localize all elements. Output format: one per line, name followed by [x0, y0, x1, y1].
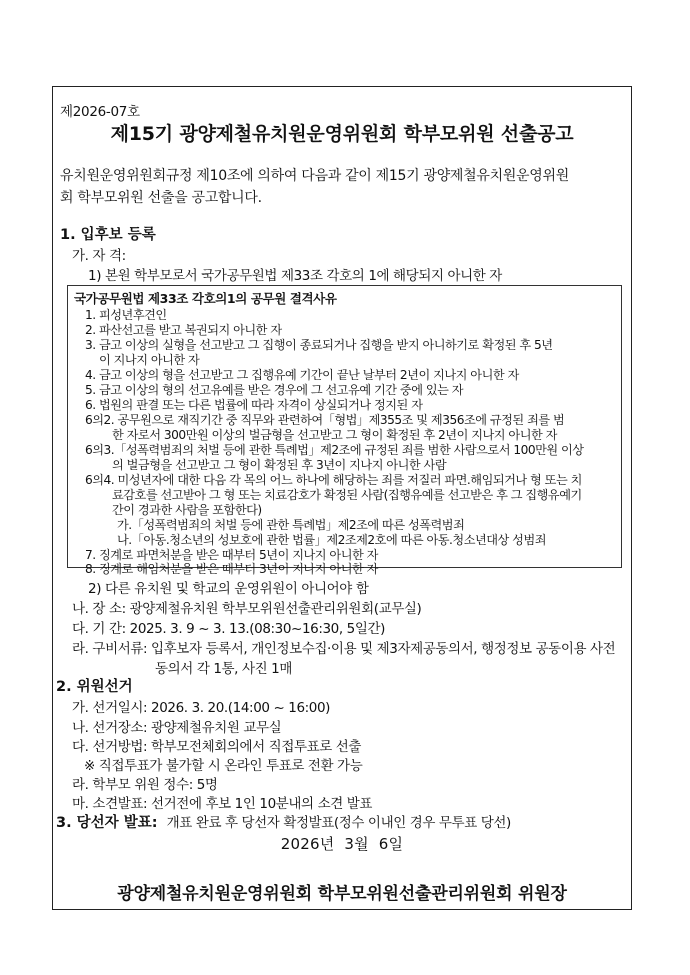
election-datetime: 가. 선거일시: 2026. 3. 20.(14:00 ~ 16:00) [72, 700, 331, 716]
disqualification-item-cont: 료감호를 선고받아 그 형 또는 치료감호가 확정된 사람(집행유예를 선고받은 후 그 집행유예기 [112, 488, 582, 502]
registration-period: 다. 기 간: 2025. 3. 9 ~ 3. 13.(08:30~16:30, 5일간) [72, 621, 385, 637]
member-quota: 라. 학부모 위원 정수: 5명 [72, 777, 218, 793]
election-method: 다. 선거방법: 학부모전체회의에서 직접투표로 선출 [72, 739, 362, 755]
disqualification-subitem: 가.「성폭력범죄의 처벌 등에 관한 특례법」제2조에 따른 성폭력범죄 [117, 518, 465, 532]
document-number: 제2026-07호 [60, 104, 140, 120]
disqualification-subitem: 나.「아동.청소년의 성보호에 관한 법률」제2조제2호에 따른 아동.청소년대상 성범죄 [117, 533, 546, 547]
disqualification-item: 6의4. 미성년자에 대한 다음 각 목의 어느 하나에 해당하는 죄를 저질러 파면.해임되거나 형 또는 치 [85, 473, 582, 487]
qualification-2: 2) 다른 유치원 및 학교의 운영위원이 아니어야 함 [88, 581, 369, 597]
required-documents: 라. 구비서류: 입후보자 등록서, 개인정보수집·이용 및 제3자제공동의서, 행정정보 공동이용 사전 [72, 641, 616, 657]
disqualification-box [67, 285, 622, 576]
disqualification-item: 5. 금고 이상의 형의 선고유예를 받은 경우에 그 선고유예 기간 중에 있는 자 [85, 383, 464, 397]
intro-line-2: 회 학부모위원 선출을 공고합니다. [60, 190, 262, 206]
election-method-note: ※ 직접투표가 불가할 시 온라인 투표로 전환 가능 [84, 758, 363, 774]
required-documents-cont: 동의서 각 1통, 사진 1매 [155, 661, 292, 677]
intro-line-1: 유치원운영위원회규정 제10조에 의하여 다음과 같이 제15기 광양제철유치원운영위원 [60, 168, 569, 184]
qualification-label: 가. 자 격: [72, 248, 126, 264]
disqualification-item: 8. 징계로 해임처분을 받은 때부터 3년이 지나지 아니한 자 [85, 562, 378, 576]
disqualification-item: 4. 금고 이상의 형을 선고받고 그 집행유예 기간이 끝난 날부터 2년이 지나지 아니한 자 [85, 368, 519, 382]
disqualification-item: 6의2. 공무원으로 재직기간 중 직무와 관련하여「형법」제355조 및 제356조에 규정된 죄를 범 [85, 413, 565, 427]
registration-place: 나. 장 소: 광양제철유치원 학부모위원선출관리위원회(교무실) [72, 601, 422, 617]
disqualification-item: 2. 파산선고를 받고 복권되지 아니한 자 [85, 323, 282, 337]
section-3 [56, 811, 511, 832]
section-1-heading: 1. 입후보 등록 [60, 227, 156, 243]
candidate-speech: 마. 소견발표: 선거전에 후보 1인 10분내의 소견 발표 [72, 796, 373, 812]
section-2-heading: 2. 위원선거 [56, 679, 133, 695]
issuing-organization: 광양제철유치원운영위원회 학부모위원선출관리위원회 위원장 [117, 884, 567, 904]
disqualification-item: 6의3.「성폭력범죄의 처벌 등에 관한 특례법」제2조에 규정된 죄를 범한 사람으로서 100만원 이상 [85, 443, 584, 457]
intro-paragraph [60, 165, 626, 209]
disqualification-item: 7. 징계로 파면처분을 받은 때부터 5년이 지나지 아니한 자 [85, 548, 378, 562]
section-3-heading: 3. 당선자 발표: [56, 815, 158, 831]
disqualification-item-cont: 한 자로서 300만원 이상의 벌금형을 선고받고 그 형이 확정된 후 2년이 지나지 아니한 자 [112, 428, 557, 442]
disqualification-item: 1. 피성년후견인 [85, 308, 167, 322]
document-title: 제15기 광양제철유치원운영위원회 학부모위원 선출공고 [110, 123, 574, 145]
disqualification-box-title: 국가공무원법 제33조 각호의1의 공무원 결격사유 [74, 291, 337, 306]
disqualification-item-cont: 의 벌금형을 선고받고 그 형이 확정된 후 3년이 지나지 아니한 사람 [112, 458, 447, 472]
election-place: 나. 선거장소: 광양제철유치원 교무실 [72, 720, 282, 736]
announcement-date: 2026년 3월 6일 [280, 835, 404, 853]
notice-document [52, 86, 632, 910]
disqualification-item-cont: 간이 경과한 사람을 포함한다) [112, 503, 262, 517]
disqualification-item: 3. 금고 이상의 실형을 선고받고 그 집행이 종료되거나 집행을 받지 아니하기로 확정된 후 5년 [85, 338, 553, 352]
disqualification-item: 6. 법원의 판결 또는 다른 법률에 따라 자격이 상실되거나 정지된 자 [85, 398, 423, 412]
qualification-1: 1) 본원 학부모로서 국가공무원법 제33조 각호의 1에 해당되지 아니한 자 [88, 268, 502, 284]
disqualification-item-cont: 이 지나지 아니한 자 [99, 353, 200, 367]
section-3-text: 개표 완료 후 당선자 확정발표(정수 이내인 경우 무투표 당선) [166, 815, 511, 831]
